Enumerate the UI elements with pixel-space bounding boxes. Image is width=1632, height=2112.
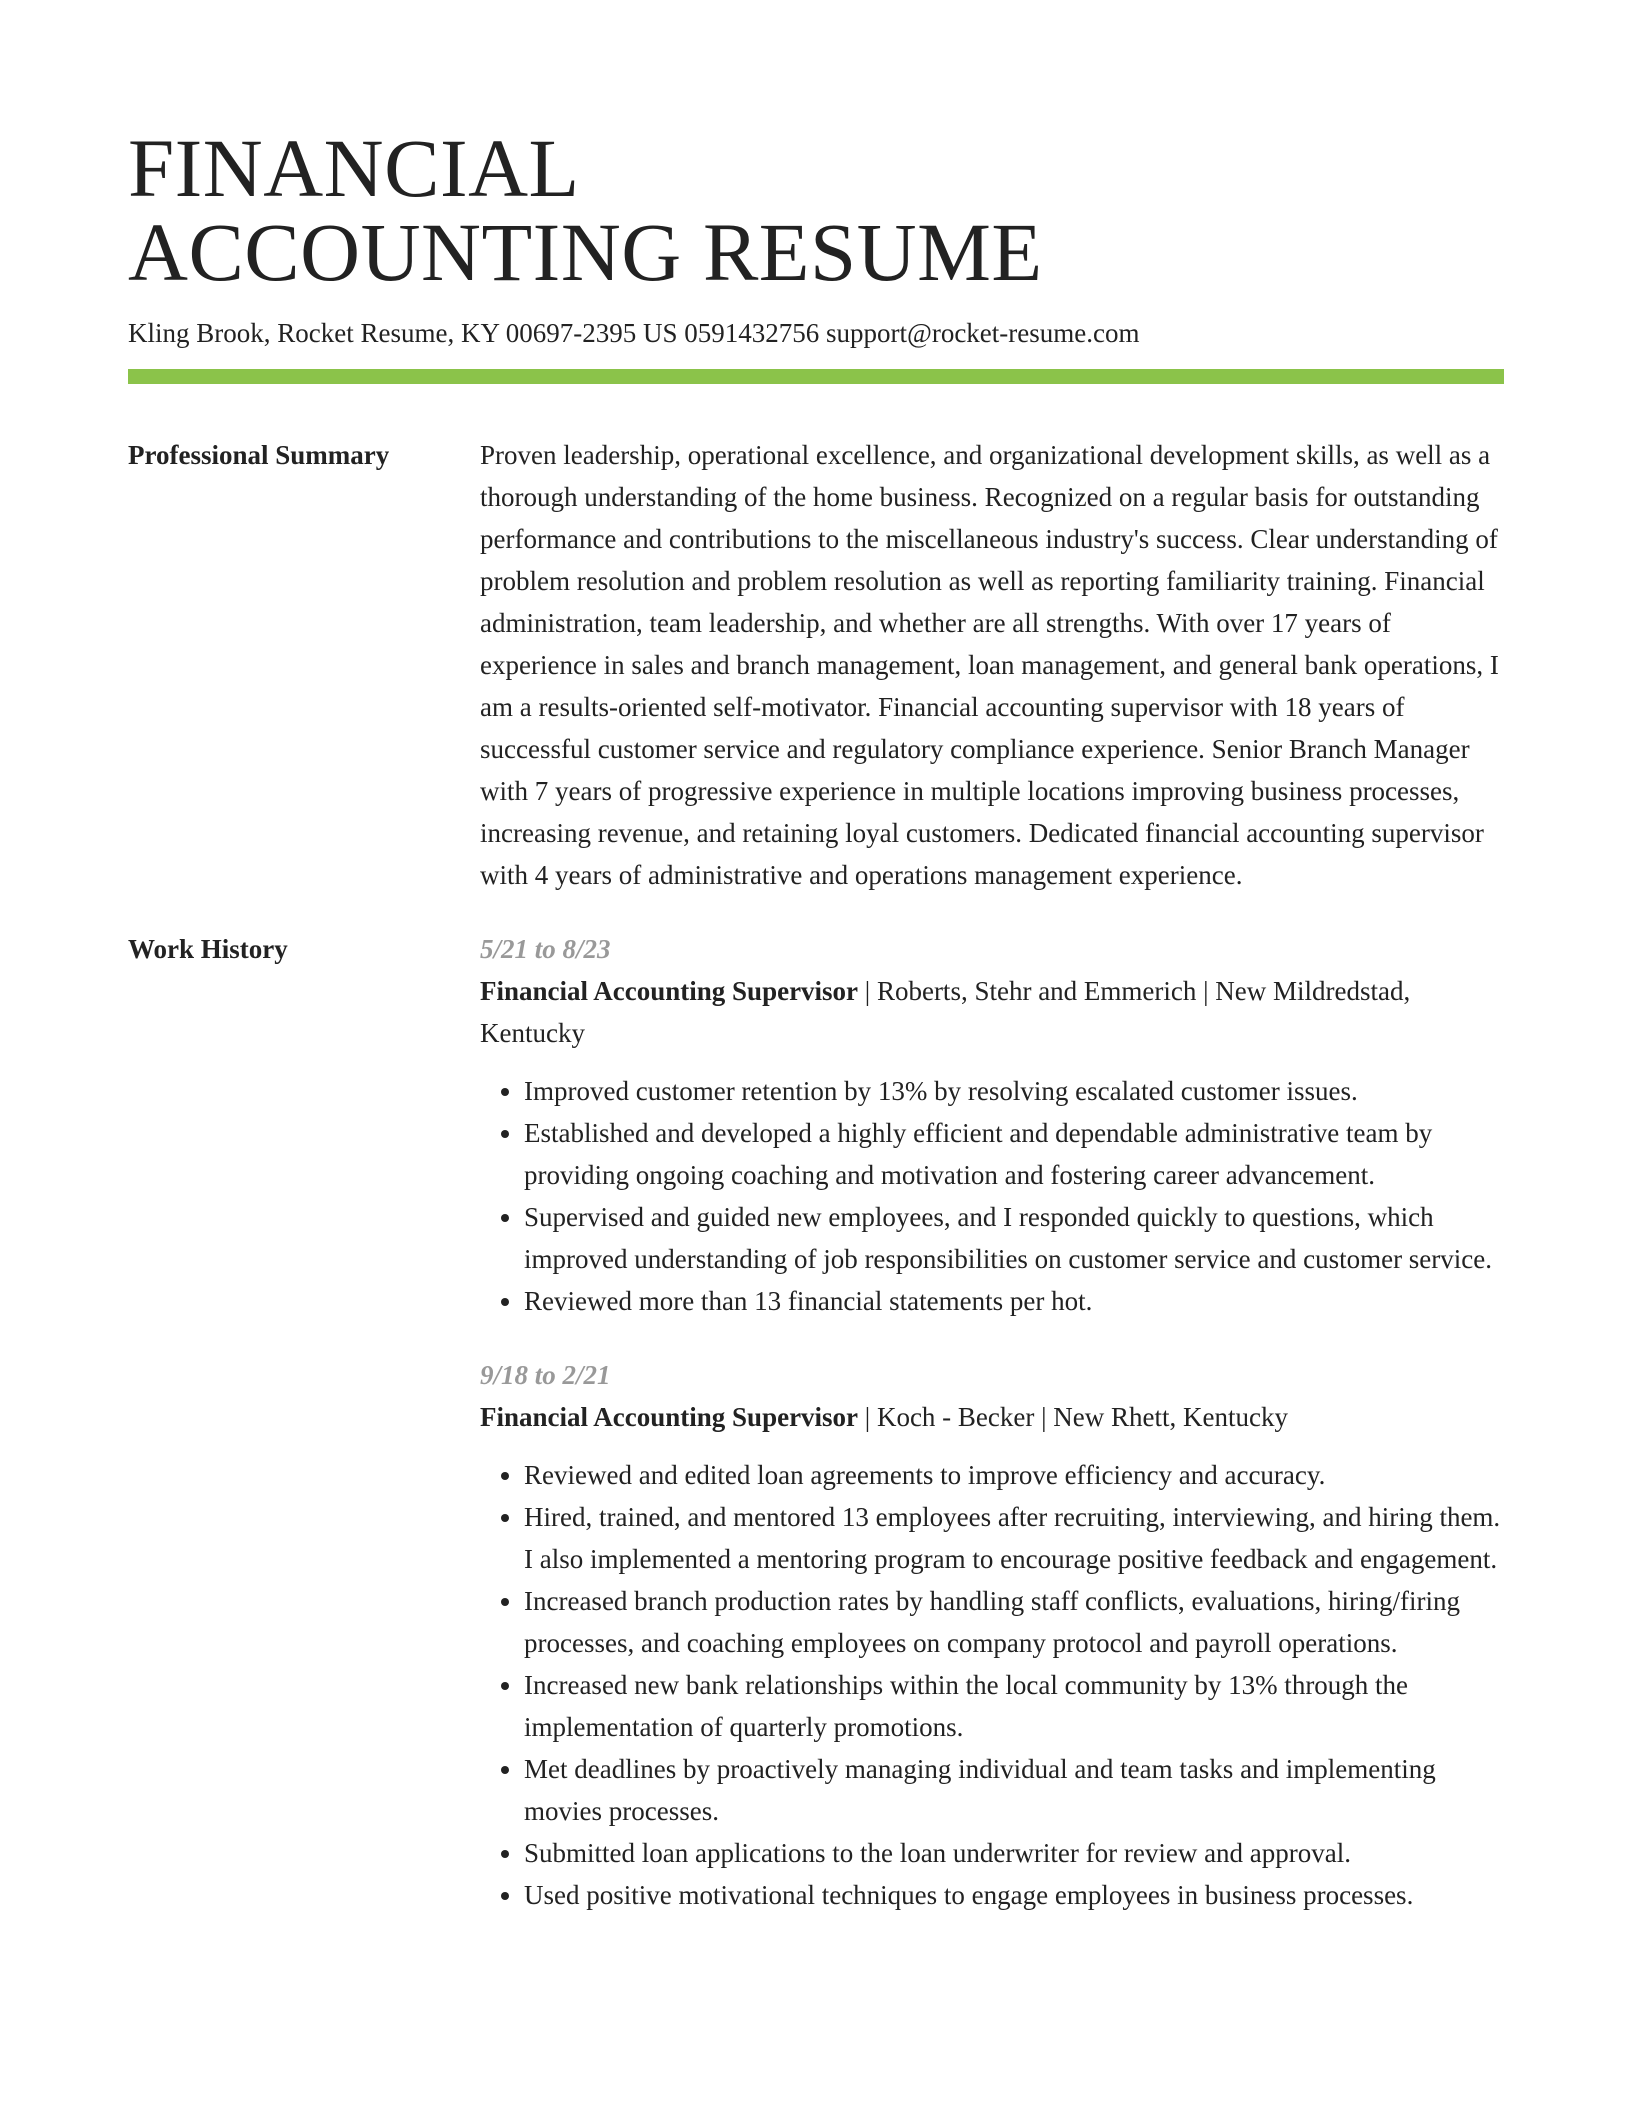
- job-employer-location: | Koch - Becker | New Rhett, Kentucky: [858, 1402, 1288, 1432]
- contact-info: Kling Brook, Rocket Resume, KY 00697-2395 US 0591432756 support@rocket-resume.com: [128, 318, 1140, 348]
- bullet-item: • Met deadlines by proactively managing individual and team tasks and implementing movies processes.: [524, 1748, 1504, 1832]
- work-history-section: [128, 928, 1504, 1916]
- bullet-item: • Hired, trained, and mentored 13 employees after recruiting, interviewing, and hiring them. I also implemented a mentoring program to encourage positive feedback and engagement.: [524, 1496, 1504, 1580]
- bullet-item: • Increased new bank relationships within the local community by 13% through the implementation of quarterly promotions.: [524, 1664, 1504, 1748]
- bullet-item: • Used positive motivational techniques to engage employees in business processes.: [524, 1874, 1504, 1916]
- section-label-summary: Professional Summary: [128, 440, 390, 470]
- job-dates: 5/21 to 8/23: [480, 934, 611, 964]
- title-line-1: FINANCIAL: [128, 122, 580, 214]
- accent-divider: [128, 369, 1504, 384]
- bullet-item: • Submitted loan applications to the loan underwriter for review and approval.: [524, 1832, 1504, 1874]
- bullet-item: • Reviewed more than 13 financial statements per hot.: [524, 1280, 1504, 1322]
- job-heading: [480, 1396, 1504, 1438]
- job-title: Financial Accounting Supervisor: [480, 976, 859, 1006]
- bullet-item: • Reviewed and edited loan agreements to improve efficiency and accuracy.: [524, 1454, 1504, 1496]
- job-dates: 9/18 to 2/21: [480, 1360, 611, 1390]
- bullet-item: • Supervised and guided new employees, and I responded quickly to questions, which improved understanding of job responsibilities on customer service and customer service.: [524, 1196, 1504, 1280]
- title-line-2: ACCOUNTING RESUME: [128, 206, 1043, 298]
- job-heading: [480, 970, 1504, 1054]
- section-label-work-history: Work History: [128, 934, 288, 964]
- job-bullets: [480, 1454, 1504, 1916]
- job-entry: [480, 1354, 1504, 1916]
- job-bullets: [480, 1070, 1504, 1322]
- summary-text: Proven leadership, operational excellence, and organizational development skills, as well as a thorough understanding of the home business. Recognized on a regular basis for outstanding performance and contributions to the miscellaneous industry's success. Clear understanding of problem resolution and problem resolution as well as reporting familiarity training. Financial administration, team leadership, and whether are all strengths. With over 17 years of experience in sales and branch management, loan management, and general bank operations, I am a results-oriented self-motivator. Financial accounting supervisor with 18 years of successful customer service and regulatory compliance experience. Senior Branch Manager with 7 years of progressive experience in multiple locations improving business processes, increasing revenue, and retaining loyal customers. Dedicated financial accounting supervisor with 4 years of administrative and operations management experience.: [480, 440, 1499, 890]
- job-employer-location: | Roberts, Stehr and Emmerich | New Mildredstad, Kentucky: [480, 976, 1411, 1048]
- resume-page: [128, 0, 1504, 1916]
- summary-content: [480, 434, 1504, 896]
- professional-summary-section: [128, 434, 1504, 896]
- bullet-item: • Established and developed a highly efficient and dependable administrative team by providing ongoing coaching and motivation and fostering career advancement.: [524, 1112, 1504, 1196]
- work-history-content: [480, 928, 1504, 1916]
- bullet-item: • Improved customer retention by 13% by resolving escalated customer issues.: [524, 1070, 1504, 1112]
- job-title: Financial Accounting Supervisor: [480, 1402, 859, 1432]
- resume-title: [128, 0, 1504, 298]
- job-entry: [480, 928, 1504, 1322]
- bullet-item: • Increased branch production rates by handling staff conflicts, evaluations, hiring/firing processes, and coaching employees on company protocol and payroll operations.: [524, 1580, 1504, 1664]
